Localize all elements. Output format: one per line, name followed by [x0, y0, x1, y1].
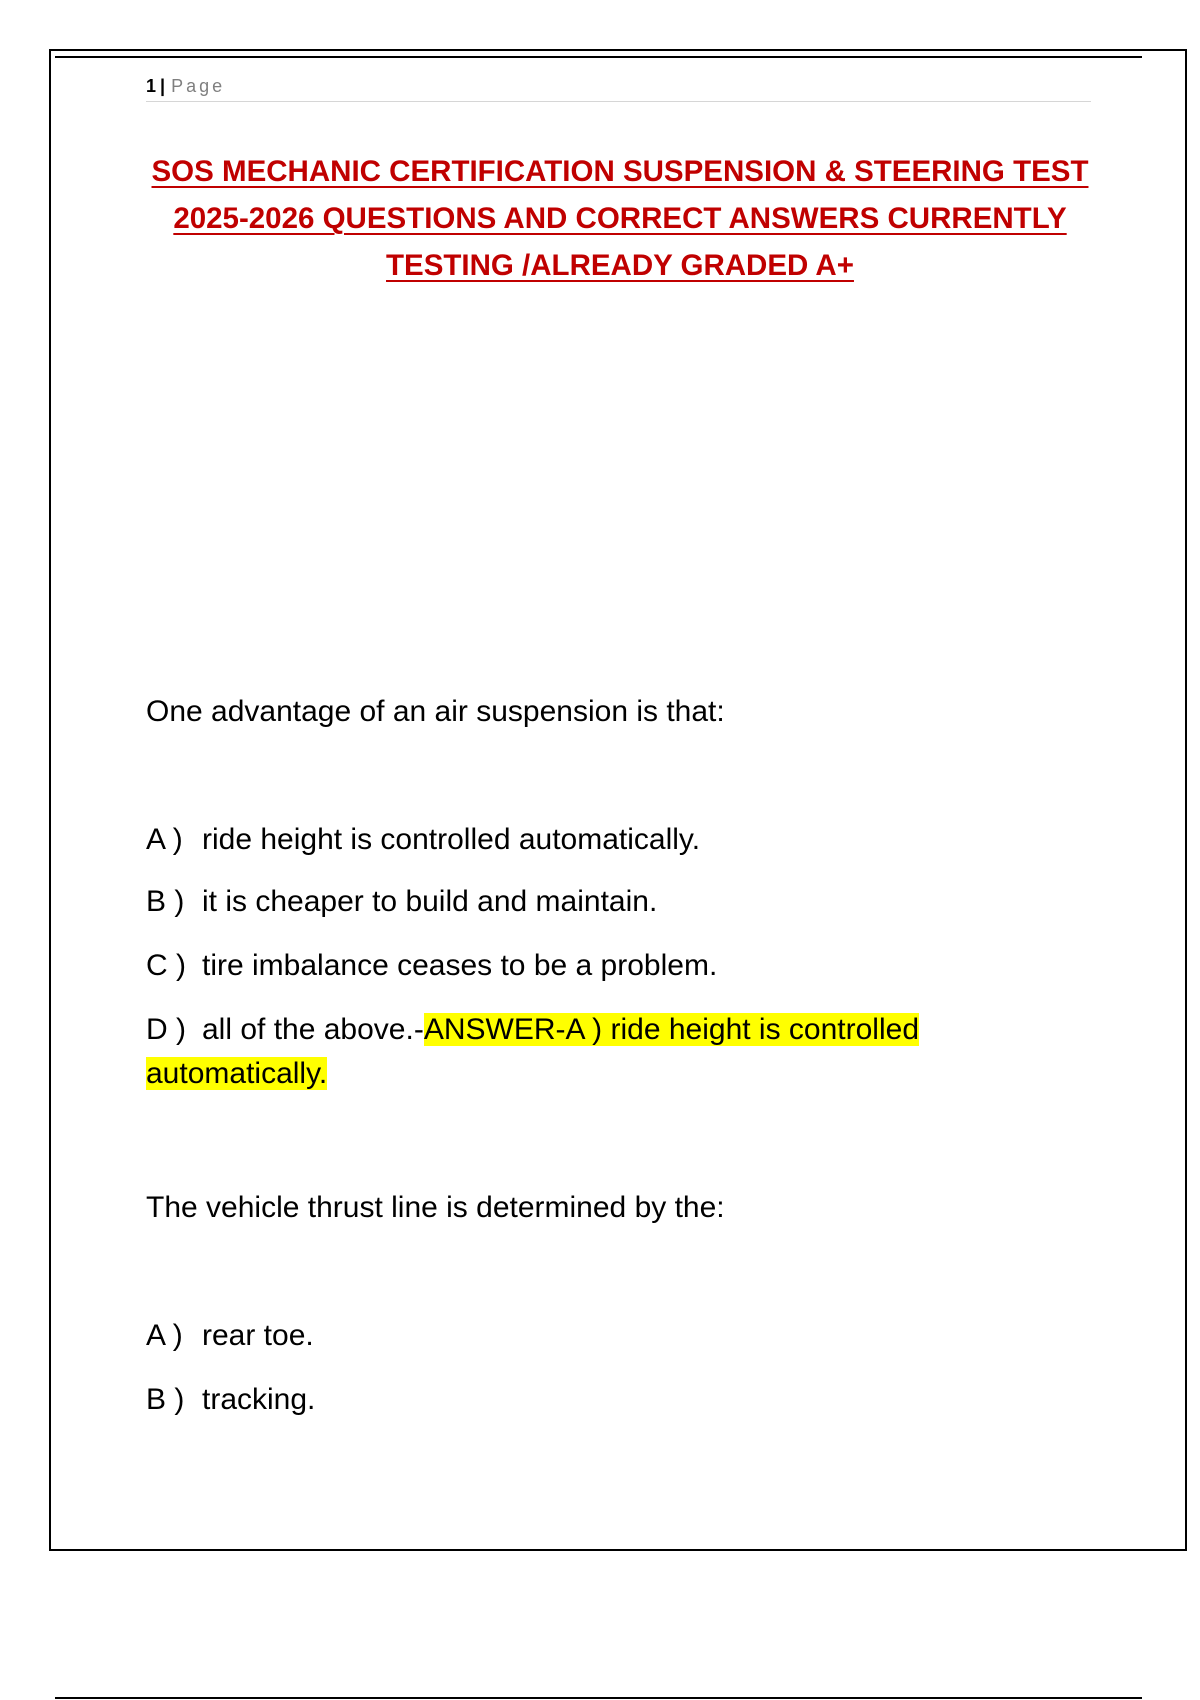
- title-line-1: SOS MECHANIC CERTIFICATION SUSPENSION & STEERING TEST: [151, 155, 1089, 188]
- option-letter: B ): [146, 885, 185, 918]
- answer-highlight: ANSWER-A ) ride height is controlled automatically.: [146, 1013, 920, 1090]
- option-text: rear toe.: [202, 1319, 314, 1352]
- option-letter: B ): [146, 1383, 185, 1416]
- question-text: One advantage of an air suspension is that:: [146, 695, 725, 728]
- title-line-3: TESTING /ALREADY GRADED A+: [386, 249, 854, 282]
- option-a: [146, 1314, 314, 1358]
- option-text: ride height is controlled automatically.: [202, 823, 701, 856]
- option-letter: D ): [146, 1013, 186, 1046]
- option-text: it is cheaper to build and maintain.: [202, 885, 658, 918]
- top-rule: [55, 56, 1142, 58]
- bottom-rule: [55, 1697, 1142, 1699]
- option-text: all of the above.-: [202, 1013, 424, 1046]
- option-b: [146, 880, 657, 924]
- question-text: The vehicle thrust line is determined by the:: [146, 1191, 725, 1224]
- option-text: tracking.: [202, 1383, 316, 1416]
- option-text: tire imbalance ceases to be a problem.: [202, 949, 718, 982]
- title-line-2: 2025-2026 QUESTIONS AND CORRECT ANSWERS CURRENTLY: [173, 202, 1067, 235]
- option-letter: A ): [146, 823, 183, 856]
- page-header: [146, 74, 1091, 102]
- page-separator: |: [160, 76, 166, 96]
- document-title: [130, 148, 1110, 289]
- option-a: [146, 818, 700, 862]
- page-number: 1: [146, 76, 157, 96]
- option-c: [146, 944, 717, 988]
- option-d: [146, 1008, 1026, 1096]
- option-b: [146, 1378, 315, 1422]
- option-letter: C ): [146, 949, 186, 982]
- option-letter: A ): [146, 1319, 183, 1352]
- page-label: Page: [171, 76, 226, 96]
